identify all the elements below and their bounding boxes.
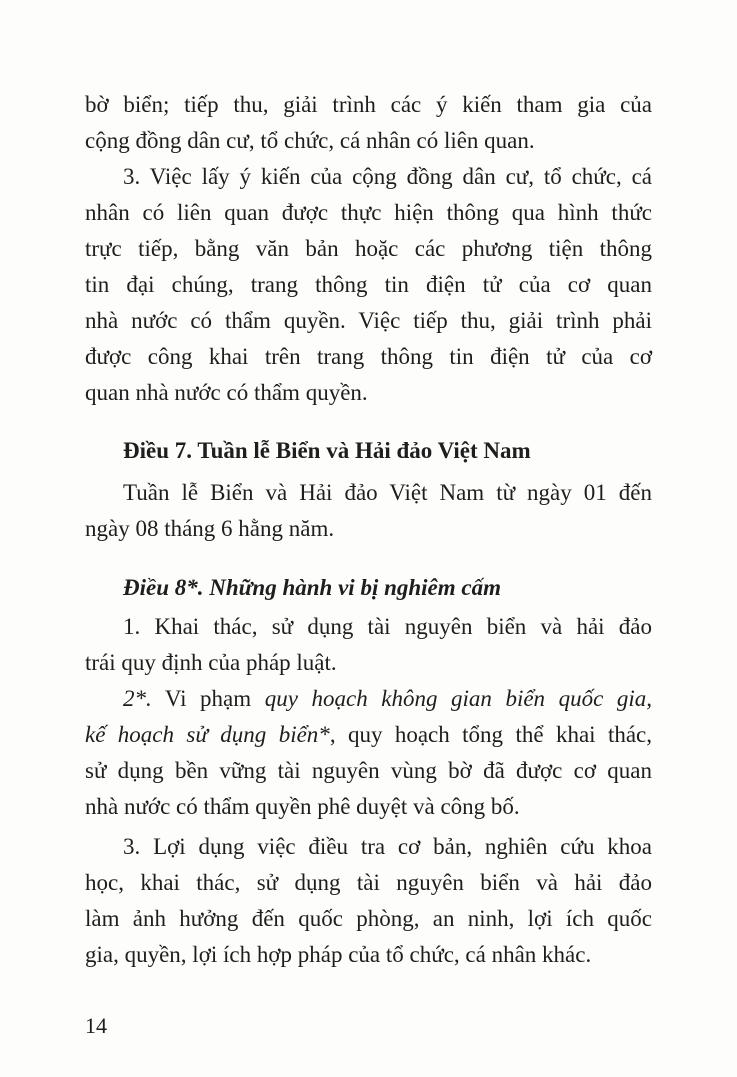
text-line bbox=[85, 684, 652, 714]
text-line: bờ biển; tiếp thu, giải trình các ý kiến tham gia của bbox=[85, 92, 652, 117]
text-line: trái quy định của pháp luật. bbox=[85, 650, 337, 675]
text-line: nhân có liên quan được thực hiện thông qua hình thức bbox=[85, 200, 652, 225]
text-line: Tuần lễ Biển và Hải đảo Việt Nam từ ngày 01 đến bbox=[123, 480, 652, 505]
text-line: được công khai trên trang thông tin điện tử của cơ bbox=[85, 344, 652, 369]
text-line: học, khai thác, sử dụng tài nguyên biển và hải đảo bbox=[85, 870, 652, 895]
text-line: sử dụng bền vững tài nguyên vùng bờ đã được cơ quan bbox=[85, 758, 652, 783]
text-line: quan nhà nước có thẩm quyền. bbox=[85, 380, 368, 405]
text-line: làm ảnh hưởng đến quốc phòng, an ninh, lợi ích quốc bbox=[85, 906, 652, 931]
text-segment: , quy hoạch tổng thể khai thác, bbox=[329, 722, 652, 747]
article-7-heading: Điều 7. Tuần lễ Biển và Hải đảo Việt Nam bbox=[123, 438, 531, 463]
text-line: nhà nước có thẩm quyền. Việc tiếp thu, giải trình phải bbox=[85, 308, 652, 333]
amended-marker: 2*. bbox=[123, 686, 152, 711]
text-line: 3. Lợi dụng việc điều tra cơ bản, nghiên cứu khoa bbox=[123, 834, 652, 859]
text-line: cộng đồng dân cư, tổ chức, cá nhân có liên quan. bbox=[85, 128, 535, 153]
text-segment: Vi phạm bbox=[151, 686, 265, 711]
text-line: gia, quyền, lợi ích hợp pháp của tổ chức, cá nhân khác. bbox=[85, 942, 592, 967]
amended-text: kế hoạch sử dụng biển* bbox=[85, 722, 330, 747]
article-8-heading: Điều 8*. Những hành vi bị nghiêm cấm bbox=[123, 575, 502, 600]
text-line bbox=[85, 720, 652, 750]
amended-text: quy hoạch không gian biển quốc gia, bbox=[264, 686, 652, 711]
page-number: 14 bbox=[85, 1013, 107, 1038]
text-line: 3. Việc lấy ý kiến của cộng đồng dân cư, tổ chức, cá bbox=[123, 164, 652, 189]
text-line: tin đại chúng, trang thông tin điện tử của cơ quan bbox=[85, 272, 652, 297]
text-line: trực tiếp, bằng văn bản hoặc các phương tiện thông bbox=[85, 236, 652, 261]
text-line: nhà nước có thẩm quyền phê duyệt và công bố. bbox=[85, 794, 520, 819]
text-line: ngày 08 tháng 6 hằng năm. bbox=[85, 516, 335, 541]
text-line: 1. Khai thác, sử dụng tài nguyên biển và hải đảo bbox=[123, 614, 652, 639]
